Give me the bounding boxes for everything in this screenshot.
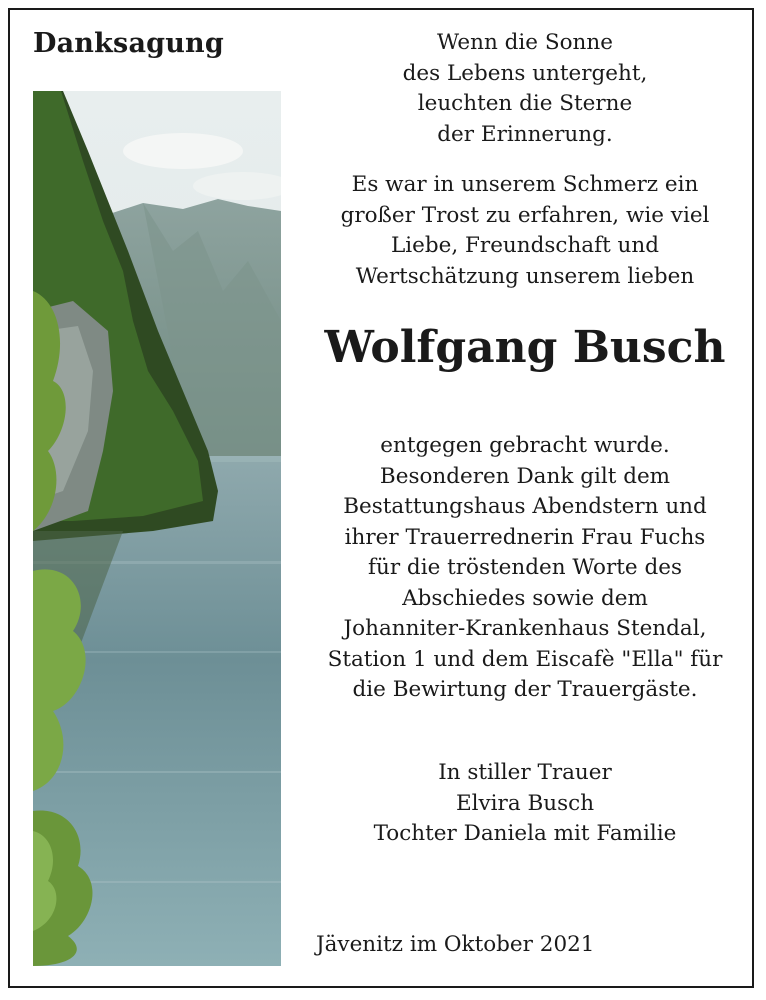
thanks-line: entgegen gebracht wurde. — [380, 433, 670, 458]
thanks-line: Besonderen Dank gilt dem — [379, 463, 671, 489]
signature-line: In stiller Trauer — [438, 760, 612, 785]
thanks-line: für die tröstenden Worte des — [368, 555, 682, 580]
poem-line: leuchten die Sterne — [417, 91, 633, 116]
intro-text — [300, 170, 750, 292]
thanks-text — [300, 431, 750, 706]
deceased-name: Wolfgang Busch — [324, 322, 726, 373]
poem-line: der Erinnerung. — [437, 121, 613, 147]
thanks-line: Abschiedes sowie dem — [402, 585, 648, 611]
poem-verse — [300, 28, 750, 150]
poem-line: des Lebens untergeht, — [402, 60, 648, 86]
notice-heading: Danksagung — [33, 28, 224, 59]
intro-line: Liebe, Freundschaft und — [390, 233, 660, 258]
place-date: Jävenitz im Oktober 2021 — [316, 932, 595, 957]
thanks-line: Station 1 und dem Eiscafè "Ella" für — [327, 646, 723, 672]
signature-line: Tochter Daniela mit Familie — [373, 821, 677, 846]
lake-landscape-image — [33, 91, 281, 966]
thanks-line: Johanniter-Krankenhaus Stendal, — [343, 616, 707, 641]
intro-line: großer Trost zu erfahren, wie viel — [340, 202, 710, 228]
thanks-line: ihrer Trauerrednerin Frau Fuchs — [344, 524, 706, 550]
signature-line: Elvira Busch — [455, 790, 595, 816]
thanks-line: Bestattungshaus Abendstern und — [343, 494, 707, 519]
mourners-signature — [300, 758, 750, 850]
poem-line: Wenn die Sonne — [437, 30, 613, 55]
intro-line: Es war in unserem Schmerz ein — [351, 172, 699, 197]
thanks-line: die Bewirtung der Trauergäste. — [352, 677, 698, 702]
intro-line: Wertschätzung unserem lieben — [355, 263, 695, 289]
